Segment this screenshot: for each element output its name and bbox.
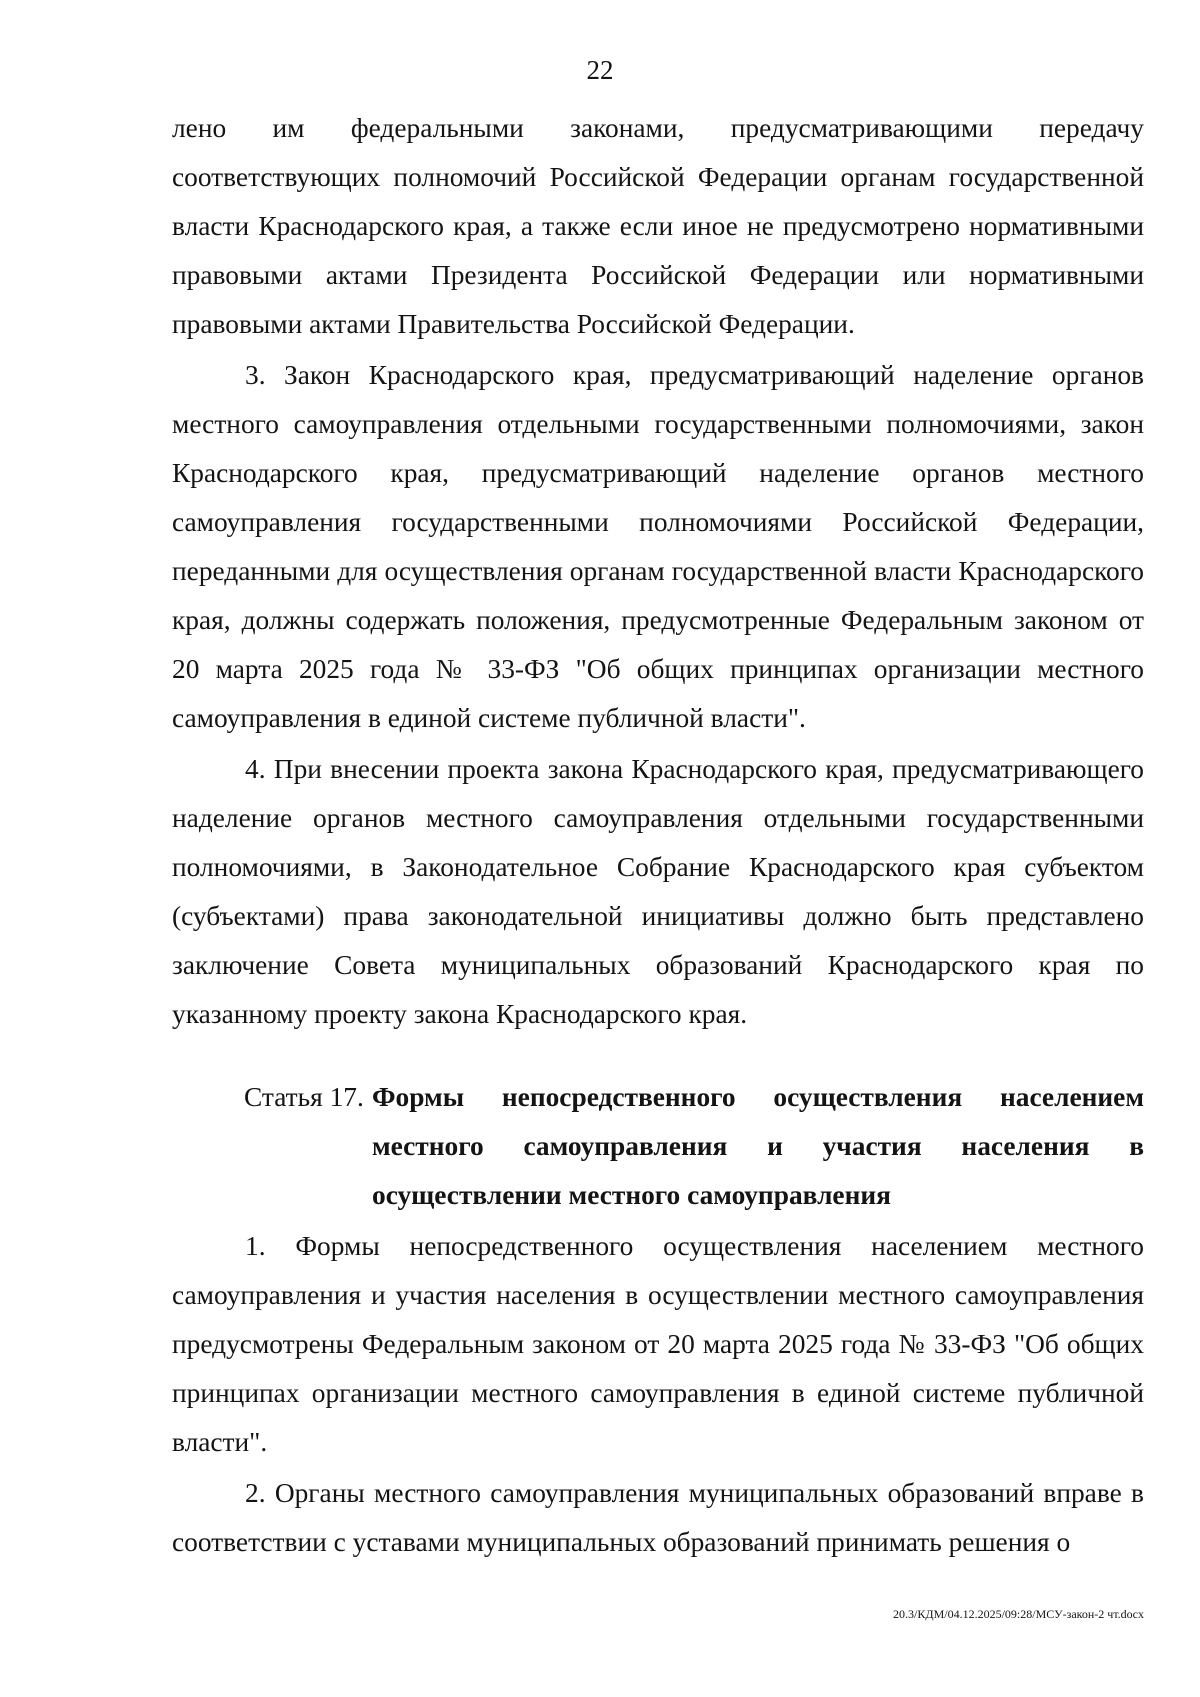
paragraph-continued: лено им федеральными законами, предусматривающими передачу соответствующих полномочий Российской Федерации органам государственной власти Краснодарского края, а также если иное не предусмотрено нормативными правовыми актами Президента Российской Федерации или нормативными правовыми актами Правительства Российской Федерации. xyxy=(172,113,1144,339)
file-footer: 20.3/КДМ/04.12.2025/09:28/МСУ-закон-2 чт.docx xyxy=(893,1607,1144,1621)
article-label: Статья 17. xyxy=(244,1082,364,1112)
article-17-paragraph-1: 1. Формы непосредственного осуществления населением местного самоуправления и участия населения в осуществлении местного самоуправления предусмотрены Федеральным законом от 20 марта 2025 года № 33-ФЗ "Об общих принципах организации местного самоуправления в единой системе публичной власти". xyxy=(172,1231,1144,1457)
paragraph-4: 4. При внесении проекта закона Краснодарского края, предусматривающего наделение органов местного самоуправления отдельными государственными полномочиями, в Законодательное Собрание Краснодарского края субъектом (субъектами) права законодательной инициативы должно быть представлено заключение Совета муниципальных образований Краснодарского края по указанному проекту закона Краснодарского края. xyxy=(172,754,1144,1029)
page-number: 22 xyxy=(586,55,614,85)
article-17-paragraph-2: 2. Органы местного самоуправления муниципальных образований вправе в соответствии с уставами муниципальных образований принимать решения о xyxy=(172,1478,1144,1557)
article-heading xyxy=(172,1073,1144,1220)
article-title: Формы непосредственного осуществления населением местного самоуправления и участия населения в осуществлении местного самоуправления xyxy=(372,1082,1144,1210)
paragraph-3: 3. Закон Краснодарского края, предусматривающий наделение органов местного самоуправления отдельными государственными полномочиями, закон Краснодарского края, предусматривающий наделение органов местного самоуправления государственными полномочиями Российской Федерации, переданными для осуществления органам государственной власти Краснодарского края, должны содержать положения, предусмотренные Федеральным законом от 20 марта 2025 года № 33-ФЗ "Об общих принципах организации местного самоуправления в единой системе публичной власти". xyxy=(172,360,1144,733)
document-body xyxy=(172,104,1144,1567)
